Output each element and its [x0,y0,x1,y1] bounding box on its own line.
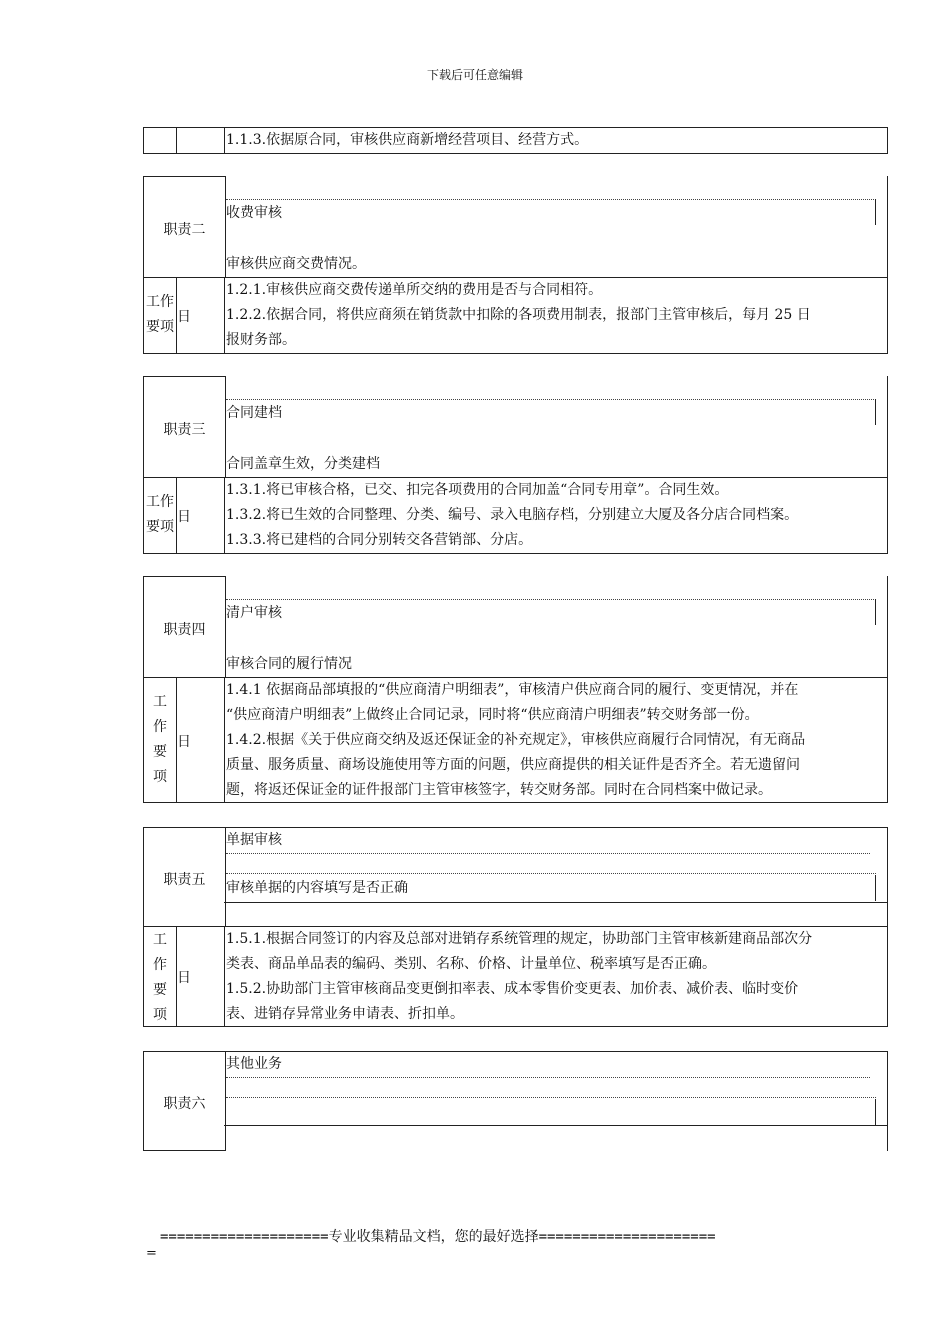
footer-banner: ====================专业收集精品文档，您的最好选择===================== [160,1229,716,1245]
dotted-rule [226,873,876,874]
dotted-rule [226,853,870,854]
work-line: 表、进销存异常业务申请表、折扣单。 [226,1006,464,1022]
dotted-rule [226,399,876,400]
right-border [887,1051,888,1151]
day-label: 日 [177,734,191,750]
tick-mark [875,599,876,625]
divider [224,127,225,154]
work-label-line: 要项 [146,319,174,335]
dotted-rule [226,199,876,200]
duty-3-title: 合同建档 [226,405,282,421]
duty-2-title: 收费审核 [226,205,282,221]
work-line: 1.5.2.协助部门主管审核商品变更倒扣率表、成本零售价变更表、加价表、减价表、临时变价 [226,981,799,997]
top-border [224,827,888,828]
dotted-rule [226,599,876,600]
duty-6-title: 其他业务 [226,1056,282,1072]
right-border [887,176,888,278]
duty-3-description: 合同盖章生效，分类建档 [226,456,380,472]
divider [224,677,225,803]
work-items-label [143,928,177,1028]
work-line: 题，将返还保证金的证件报部门主管审核签字，转交财务部。同时在合同档案中做记录。 [226,782,772,798]
work-item-1-1-3: 1.1.3.依据原合同，审核供应商新增经营项目、经营方式。 [226,132,589,148]
day-label: 日 [177,509,191,525]
work-line: 1.4.2.根据《关于供应商交纳及返还保证金的补充规定》，审核供应商履行合同情况，有无商品 [226,732,806,748]
footer-banner-tail: = [146,1246,157,1261]
work-label-line: 要项 [146,519,174,535]
work-label-char: 项 [153,1007,167,1023]
work-line: 1.3.1.将已审核合格，已交、扣完各项费用的合同加盖“合同专用章”。合同生效。 [226,482,729,498]
work-line: 1.4.1 依据商品部填报的“供应商清户明细表”，审核清户供应商合同的履行、变更情况，并在 [226,682,799,698]
work-label-line: 工作 [146,294,174,310]
duty-2-label: 职责二 [163,222,206,238]
work-label-char: 要 [153,744,167,760]
top-border [224,1051,888,1052]
work-line: 1.3.3.将已建档的合同分别转交各营销部、分店。 [226,532,533,548]
divider [224,277,225,354]
work-label-char: 作 [153,957,167,973]
duty-4-title: 清户审核 [226,605,282,621]
work-label-char: 要 [153,982,167,998]
work-label-char: 工 [153,932,167,948]
work-label-char: 项 [153,769,167,785]
right-border [887,576,888,678]
work-line: 1.2.1.审核供应商交费传递单所交纳的费用是否与合同相符。 [226,282,603,298]
row-border [224,1125,888,1126]
tick-mark [875,199,876,225]
work-items-label [143,490,177,540]
day-label: 日 [177,309,191,325]
work-line: 质量、服务质量、商场设施使用等方面的问题，供应商提供的相关证件是否齐全。若无遗留问 [226,757,800,773]
day-label: 日 [177,970,191,986]
work-items-label [143,690,177,790]
tick-mark [875,875,876,901]
work-items-label [143,290,177,340]
work-line: 类表、商品单品表的编码、类别、名称、价格、计量单位、税率填写是否正确。 [226,956,716,972]
tick-mark [875,399,876,425]
work-label-char: 作 [153,719,167,735]
work-line: “供应商清户明细表”上做终止合同记录，同时将“供应商清户明细表”转交财务部一份。 [226,707,759,723]
work-line: 1.5.1.根据合同签订的内容及总部对进销存系统管理的规定，协助部门主管审核新建商品部次分 [226,931,813,947]
row-border [224,902,888,903]
duty-5-description: 审核单据的内容填写是否正确 [226,880,408,896]
duty-2-description: 审核供应商交费情况。 [226,256,366,272]
duty-4-label: 职责四 [163,622,206,638]
duty-5-label: 职责五 [163,872,206,888]
dotted-rule [226,1077,870,1078]
duty-5-title: 单据审核 [226,832,282,848]
duty-4-description: 审核合同的履行情况 [226,656,352,672]
divider [176,127,177,154]
divider [224,477,225,554]
header-note: 下载后可任意编辑 [426,68,523,82]
tick-mark [875,1099,876,1125]
work-label-line: 工作 [146,494,174,510]
work-label-char: 工 [153,694,167,710]
duty-3-label: 职责三 [163,422,206,438]
duty-6-label: 职责六 [163,1096,206,1112]
divider [224,926,225,1027]
right-border [887,827,888,927]
work-line: 1.2.2.依据合同，将供应商须在销货款中扣除的各项费用制表，报部门主管审核后，每月 25 日 [226,307,811,323]
work-line: 1.3.2.将已生效的合同整理、分类、编号、录入电脑存档，分别建立大厦及各分店合同档案。 [226,507,799,523]
dotted-rule [226,1097,876,1098]
work-line: 报财务部。 [226,332,296,348]
right-border [887,376,888,478]
